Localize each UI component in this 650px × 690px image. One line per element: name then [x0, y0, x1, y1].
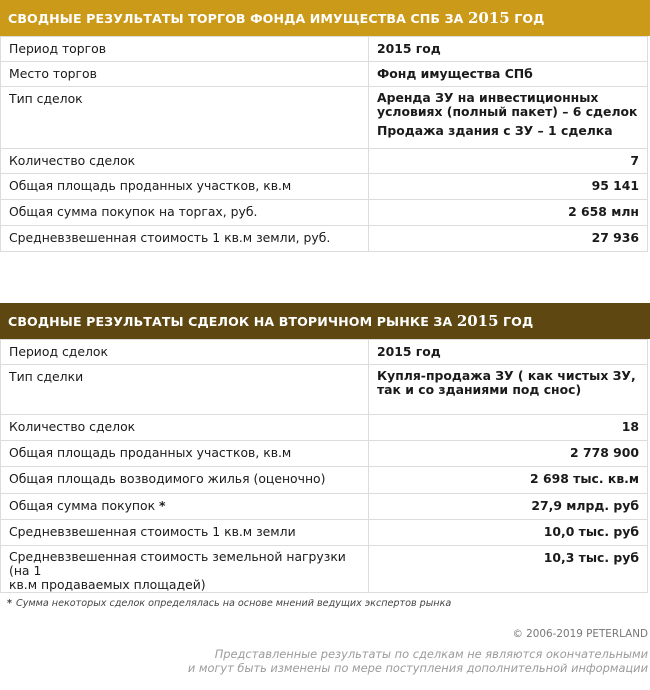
row-label: Место торгов	[1, 62, 369, 87]
footnote	[7, 598, 451, 609]
row-value: 95 141	[369, 174, 648, 200]
footnote-marker: *	[159, 498, 166, 513]
deal-type-line: Купля-продажа ЗУ ( как чистых ЗУ,	[377, 368, 636, 383]
table-row	[1, 149, 648, 174]
section1-title	[0, 0, 650, 36]
row-label: Тип сделки	[1, 365, 369, 415]
row-label	[1, 546, 369, 593]
deal-type-line: условиях (полный пакет) – 6 сделок	[377, 104, 638, 119]
label-line: кв.м продаваемых площадей)	[9, 577, 206, 592]
table-row	[1, 62, 648, 87]
table-row	[1, 87, 648, 149]
row-label: Общая площадь возводимого жилья (оценочно)	[1, 467, 369, 494]
row-value: 27,9 млрд. руб	[369, 494, 648, 520]
section2-title-text: СВОДНЫЕ РЕЗУЛЬТАТЫ СДЕЛОК НА ВТОРИЧНОМ РЫНКЕ ЗА	[8, 314, 457, 329]
row-value: 18	[369, 415, 648, 441]
section2-title-year: 2015	[456, 312, 499, 330]
disclaimer-line: и могут быть изменены по мере поступления дополнительной информации	[187, 661, 648, 675]
section1-table	[0, 36, 648, 252]
table-row	[1, 37, 648, 62]
row-value: 10,0 тыс. руб	[369, 520, 648, 546]
table-row	[1, 520, 648, 546]
row-label: Количество сделок	[1, 149, 369, 174]
disclaimer-line: Представленные результаты по сделкам не являются окончательными	[214, 647, 648, 661]
table-row	[1, 467, 648, 494]
footnote-text: Сумма некоторых сделок определялась на основе мнений ведущих экспертов рынка	[16, 598, 452, 609]
row-value: 2 658 млн	[369, 200, 648, 226]
secondary-market-results-panel	[0, 303, 650, 593]
label-line: Средневзвешенная стоимость земельной нагрузки (на 1	[9, 549, 346, 578]
fund-auction-results-panel	[0, 0, 650, 252]
section1-title-year: 2015	[467, 9, 510, 27]
section1-title-suffix: ГОД	[509, 11, 545, 26]
row-label: Период сделок	[1, 340, 369, 365]
row-label: Общая площадь проданных участков, кв.м	[1, 441, 369, 467]
table-row	[1, 546, 648, 593]
row-label: Общая площадь проданных участков, кв.м	[1, 174, 369, 200]
deal-type-line: Продажа здания с ЗУ – 1 сделка	[377, 123, 613, 138]
table-row	[1, 494, 648, 520]
section2-title	[0, 303, 650, 339]
table-row	[1, 174, 648, 200]
table-row	[1, 340, 648, 365]
section2-table	[0, 339, 648, 593]
table-row	[1, 200, 648, 226]
deal-type-line: так и со зданиями под снос)	[377, 382, 582, 397]
table-row	[1, 226, 648, 252]
row-label	[1, 494, 369, 520]
section2-title-suffix: ГОД	[498, 314, 534, 329]
row-value	[369, 365, 648, 415]
section1-title-text: СВОДНЫЕ РЕЗУЛЬТАТЫ ТОРГОВ ФОНДА ИМУЩЕСТВА СПБ ЗА	[8, 11, 468, 26]
row-value	[369, 87, 648, 149]
row-label: Средневзвешенная стоимость 1 кв.м земли, руб.	[1, 226, 369, 252]
row-value: 2 698 тыс. кв.м	[369, 467, 648, 494]
table-row	[1, 365, 648, 415]
row-label: Количество сделок	[1, 415, 369, 441]
row-label: Средневзвешенная стоимость 1 кв.м земли	[1, 520, 369, 546]
row-value: 7	[369, 149, 648, 174]
table-row	[1, 441, 648, 467]
row-value: 2015 год	[369, 340, 648, 365]
row-label: Общая сумма покупок на торгах, руб.	[1, 200, 369, 226]
row-value: 10,3 тыс. руб	[369, 546, 648, 593]
row-value: 27 936	[369, 226, 648, 252]
disclaimer	[168, 647, 648, 675]
row-label: Период торгов	[1, 37, 369, 62]
table-row	[1, 415, 648, 441]
row-value: 2 778 900	[369, 441, 648, 467]
row-value: Фонд имущества СПб	[369, 62, 648, 87]
row-label: Тип сделок	[1, 87, 369, 149]
total-purchases-label: Общая сумма покупок	[9, 498, 156, 513]
row-value: 2015 год	[369, 37, 648, 62]
deal-type-line: Аренда ЗУ на инвестиционных	[377, 90, 599, 105]
copyright: © 2006-2019 PETERLAND	[512, 628, 648, 640]
footnote-mark: *	[7, 598, 13, 609]
